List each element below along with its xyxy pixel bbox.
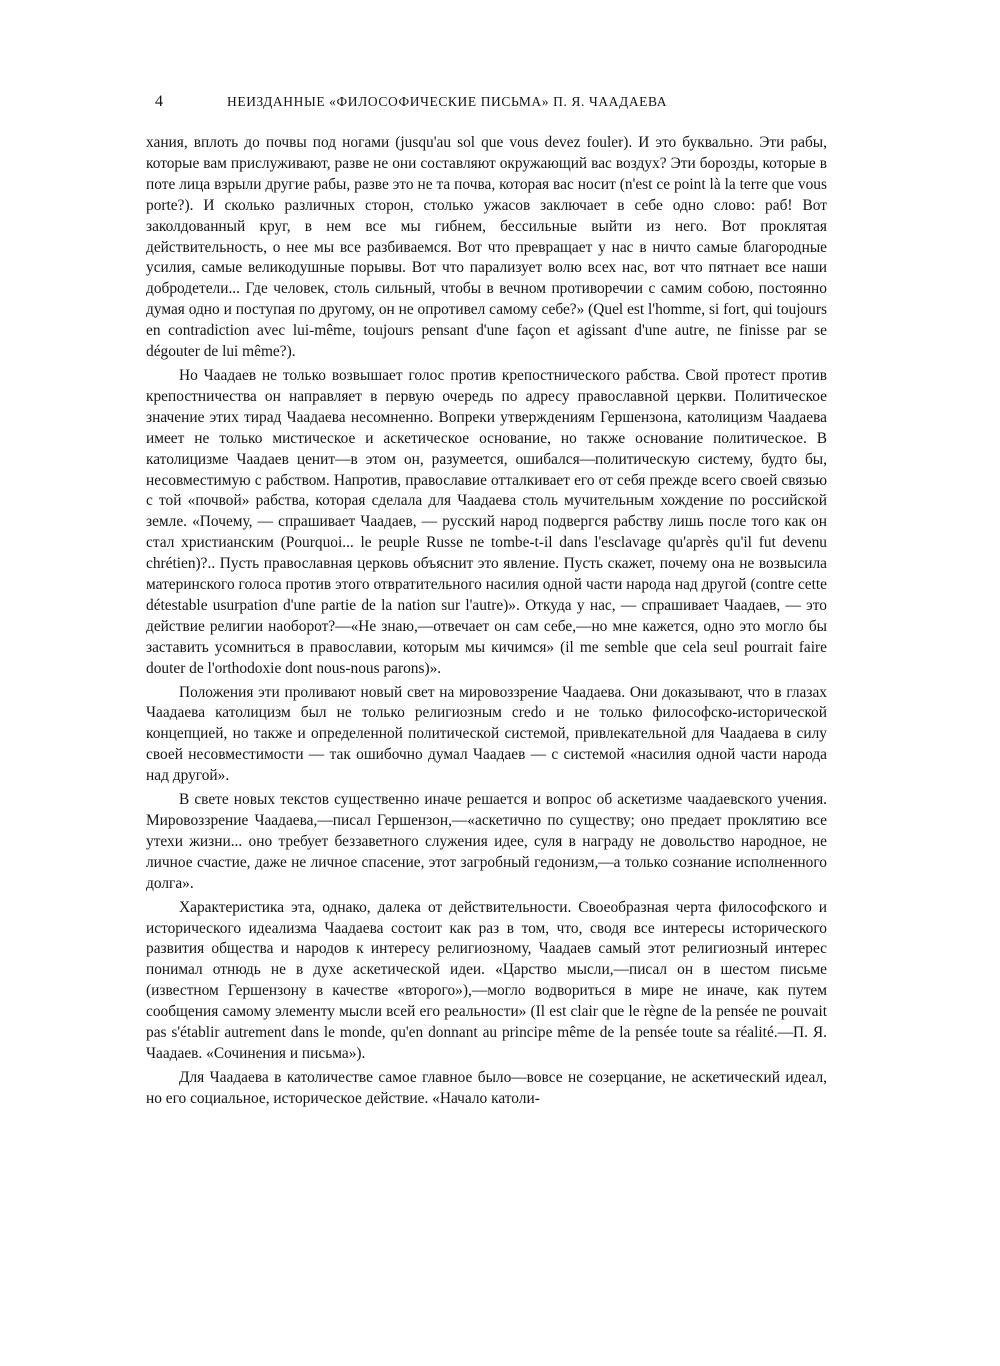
paragraph: Характеристика эта, однако, далека от действительности. Своеобразная черта философского и исторического идеализма Чаадаева состоит как раз в том, что, сводя все интересы исторического развития общества и народов к интересу религиозному, Чаадаев самый этот религиозный интерес понимал отнюдь не в духе аскетической идеи. «Царство мысли,—писал он в шестом письме (известном Гершензону в качестве «второго»),—могло водвориться в мире не иначе, как путем сообщения самому элементу мысли всей его реальности» (Il est clair que le règne de la pensée ne pouvait pas s'établir autrement dans le monde, qu'en donnant au principe même de la pensée toute sa réalité.—П. Я. Чаадаев. «Сочинения и письма»). [146, 898, 827, 1062]
paragraph: Но Чаадаев не только возвышает голос против крепостнического рабства. Свой протест против крепостничества он направляет в первую очередь по адресу православной церкви. Политическое значение этих тирад Чаадаева несомненно. Вопреки утверждениям Гершензона, католицизм Чаадаева имеет не только мистическое и аскетическое основание, но также основание политическое. В католицизме Чаадаев ценит—в этом он, разумеется, ошибался—политическую систему, будто бы, несовместимую с рабством. Напротив, православие отталкивает его от себя прежде всего своей связью с той «почвой» рабства, которая сделала для Чаадаева столь мучительным хождение по российской земле. «Почему, — спрашивает Чаадаев, — русский народ подвергся рабству лишь после того как он стал христианским (Pourquoi... le peuple Russe ne tombe-t-il dans l'esclavage qu'après qu'il fut devenu chrétien)?.. Пусть православная церковь объяснит это явление. Пусть скажет, почему она не возвысила материнского голоса против этого отвратительного насилия одной части народа над другой (contre cette détestable usurpation d'une partie de la nation sur l'autre)». Откуда у нас, — спрашивает Чаадаев, — это действие религии наоборот?—«Не знаю,—отвечает он сам себе,—но мне кажется, одно это могло бы заставить усомниться в православии, которым мы кичимся» (il me semble que cela seul pourrait faire douter de l'orthodoxie dont nous-nous parons)». [146, 366, 827, 677]
paragraph: Положения эти проливают новый свет на мировоззрение Чаадаева. Они доказывают, что в глазах Чаадаева католицизм был не только религиозным credo и не только философско-исторической концепцией, но также и определенной политической системой, привлекательной для Чаадаева в силу своей несовместимости — так ошибочно думал Чаадаев — с системой «насилия одной части народа над другой». [146, 683, 827, 785]
paragraph: В свете новых текстов существенно иначе решается и вопрос об аскетизме чаадаевского учения. Мировоззрение Чаадаева,—писал Гершензон,—«аскетично по существу; оно предает проклятию все утехи жизни... оно требует беззаветного служения идее, суля в награду не довольство народное, не личное счастие, даже не личное спасение, этот загробный гедонизм,—а только сознание исполненного долга». [146, 791, 827, 892]
paragraph: Для Чаадаева в католичестве самое главное было—вовсе не созерцание, не аскетический идеал, но его социальное, историческое действие. «Начало католи- [146, 1068, 827, 1107]
running-title: НЕИЗДАННЫЕ «ФИЛОСОФИЧЕСКИЕ ПИСЬМА» П. Я. ЧААДАЕВА [227, 94, 668, 109]
paragraph-continued: хания, вплоть до почвы под ногами (jusqu'au sol que vous devez fouler). И это буквально. Эти рабы, которые вам прислуживают, разве не они составляют окружающий вас воздух? Эти борозды, которые в поте лица взрыли другие рабы, разве это не та почва, которая вас носит (n'est ce point là la terre que vous porte?). И сколько различных сторон, столько ужасов заключает в себе одно слово: раб! Вот заколдованный круг, в нем все мы гибнем, бессильные выйти из него. Вот проклятая действительность, о нее мы все разбиваемся. Вот что превращает у нас в ничто самые благородные усилия, самые великодушные порывы. Вот что парализует волю всех нас, вот что пятнает все наши добродетели... Где человек, столь сильный, чтобы в вечном противоречии с самим собою, постоянно думая одно и поступая по другому, он не опротивел самому себе?» (Quel est l'homme, si fort, qui toujours en contradiction avec lui-même, toujours pensant d'une façon et agissant d'une autre, ne finisse par se dégouter de lui même?). [146, 134, 827, 361]
body-text [146, 133, 827, 1110]
running-head [155, 93, 835, 117]
page-number: 4 [155, 93, 164, 110]
